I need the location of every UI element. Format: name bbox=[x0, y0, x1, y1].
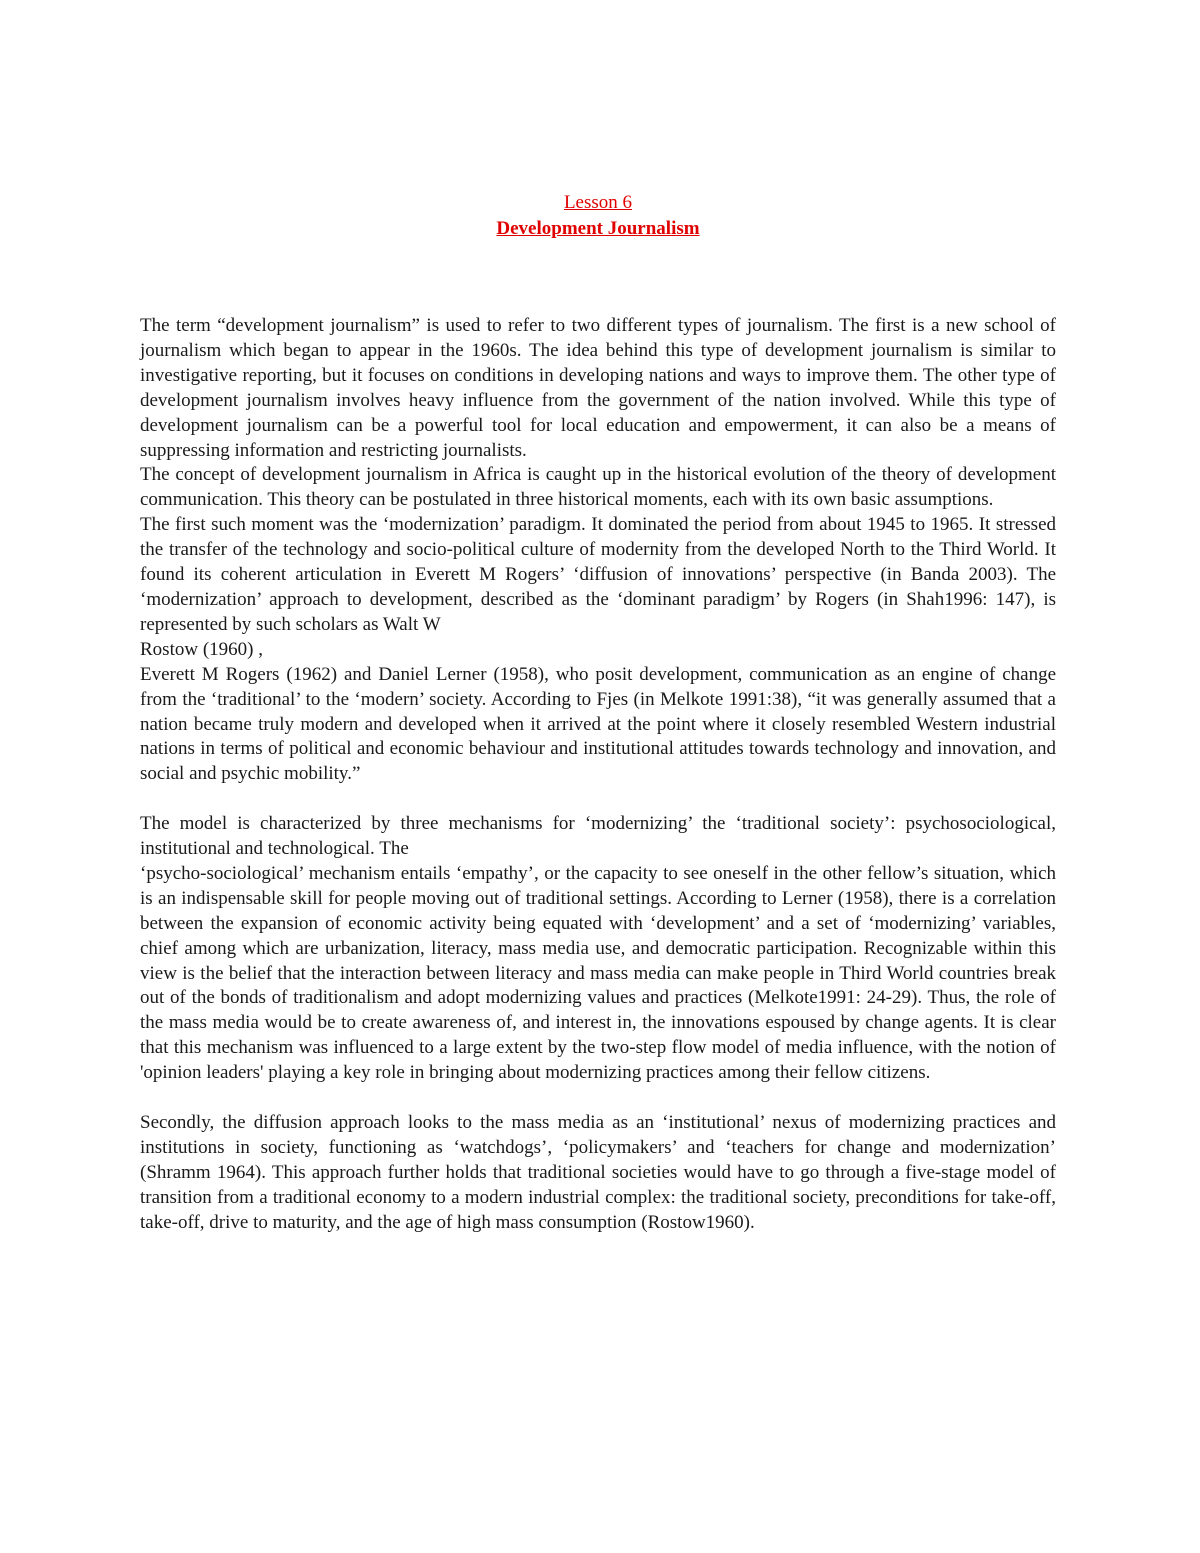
paragraph-diffusion-approach: Secondly, the diffusion approach looks to the mass media as an ‘institutional’ nexus of modernizing practices and institutions in society, functioning as ‘watchdogs’, ‘policymakers’ and ‘teachers for change and modernization’ (Shramm 1964). This approach further holds that traditional societies would have to go through a five-stage model of transition from a traditional economy to a modern industrial complex: the traditional society, preconditions for take-off, take-off, drive to maturity, and the age of high mass consumption (Rostow1960). bbox=[140, 1111, 1056, 1233]
body-text bbox=[140, 314, 1056, 1236]
paragraph-model-mechanisms: The model is characterized by three mechanisms for ‘modernizing’ the ‘traditional society’: psychosociological, institutional and technological. The bbox=[140, 813, 1056, 860]
paragraph-modernization: The first such moment was the ‘modernization’ paradigm. It dominated the period from about 1945 to 1965. It stressed the transfer of the technology and socio-political culture of modernity from the developed North to the Third World. It found its coherent articulation in Everett M Rogers’ ‘diffusion of innovations’ perspective (in Banda 2003). The ‘modernization’ approach to development, described as the ‘dominant paradigm’ by Rogers (in Shah1996: 147), is represented by such scholars as Walt W bbox=[140, 514, 1056, 635]
paragraph-concept: The concept of development journalism in Africa is caught up in the historical evolution of the theory of development communication. This theory can be postulated in three historical moments, each with its own basic assumptions. bbox=[140, 464, 1056, 511]
paragraph-rogers-lerner: Everett M Rogers (1962) and Daniel Lerner (1958), who posit development, communication as an engine of change from the ‘traditional’ to the ‘modern’ society. According to Fjes (in Melkote 1991:38), “it was generally assumed that a nation became truly modern and developed when it arrived at the point where it closely resembled Western industrial nations in terms of political and economic behaviour and institutional attitudes towards technology and innovation, and social and psychic mobility.” bbox=[140, 663, 1056, 785]
lesson-title: Development Journalism bbox=[496, 218, 700, 239]
paragraph-rostow: Rostow (1960) , bbox=[140, 638, 263, 660]
paragraph-psycho-sociological: ‘psycho-sociological’ mechanism entails ‘empathy’, or the capacity to see oneself in the other fellow’s situation, which is an indispensable skill for people moving out of traditional settings. According to Lerner (1958), there is a correlation between the expansion of economic activity being equated with ‘development’ and a set of ‘modernizing’ variables, chief among which are urbanization, literacy, mass media use, and democratic participation. Recognizable within this view is the belief that the interaction between literacy and mass media can make people in Third World countries break out of the bonds of traditionalism and adopt modernizing values and practices (Melkote1991: 24-29). Thus, the role of the mass media would be to create awareness of, and interest in, the innovations espoused by change agents. It is clear that this mechanism was influenced to a large extent by the two-step flow model of media influence, with the notion of 'opinion leaders' playing a key role in bringing about modernizing practices among their fellow citizens. bbox=[140, 862, 1056, 1084]
paragraph-intro: The term “development journalism” is used to refer to two different types of journalism. The first is a new school of journalism which began to appear in the 1960s. The idea behind this type of development journalism is similar to investigative reporting, but it focuses on conditions in developing nations and ways to improve them. The other type of development journalism involves heavy influence from the government of the nation involved. While this type of development journalism can be a powerful tool for local education and empowerment, it can also be a means of suppressing information and restricting journalists. bbox=[140, 315, 1056, 461]
document-page bbox=[140, 190, 1056, 1236]
lesson-header bbox=[140, 190, 1056, 242]
lesson-number: Lesson 6 bbox=[563, 192, 633, 213]
